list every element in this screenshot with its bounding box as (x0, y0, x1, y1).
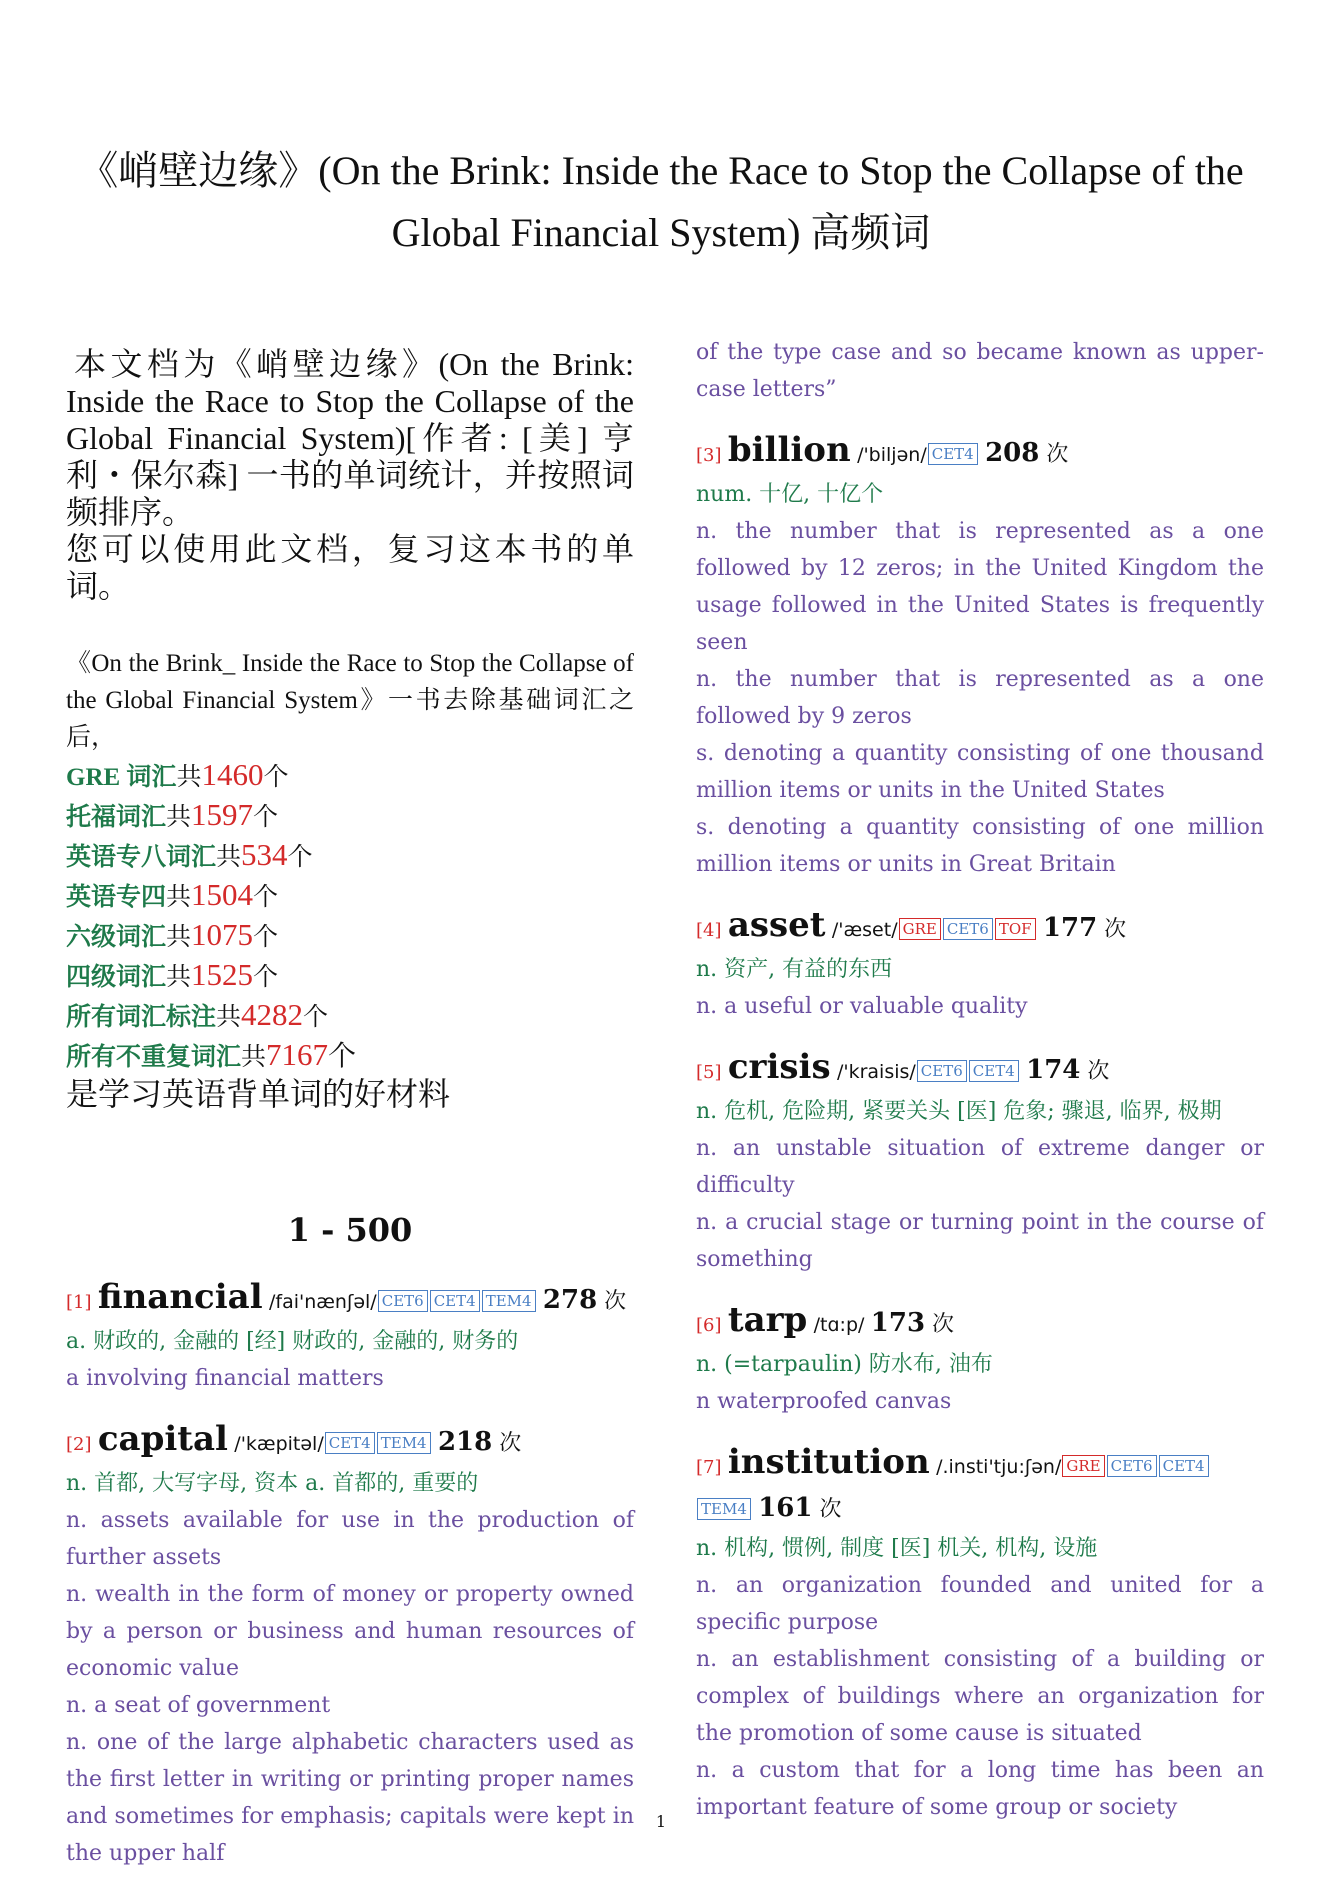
entry-phonetic: /fai'nænʃəl/ (268, 1291, 377, 1313)
stat-line (66, 796, 634, 836)
entry-phonetic: /'biljən/ (857, 444, 927, 466)
entry-phonetic: /'kraisis/ (836, 1061, 916, 1083)
entry-index: [4] (696, 920, 722, 941)
entry-head (696, 1300, 1264, 1346)
stat-label: 英语专八词汇 (66, 844, 217, 871)
exam-tag: TOF (995, 918, 1036, 940)
entry-index: [6] (696, 1315, 722, 1336)
entry-head (696, 905, 1264, 951)
stat-unit: 个 (253, 924, 279, 951)
exam-tag: TEM4 (482, 1290, 536, 1312)
stat-mid: 共 (166, 964, 192, 991)
entry-definition: n. an establishment consisting of a building or complex of buildings where an organization for the promotion of some cause is situated (696, 1647, 1264, 1746)
summary-closing: 是学习英语背单词的好材料 (66, 1076, 451, 1112)
entry-count-unit: 次 (1080, 1059, 1110, 1084)
stat-label: 四级词汇 (66, 964, 167, 991)
entry-word: tarp (727, 1300, 808, 1340)
stat-unit: 个 (263, 764, 289, 791)
stat-value: 7167 (266, 1037, 329, 1072)
section-heading: 1 - 500 (287, 1211, 413, 1249)
word-entry (66, 1277, 634, 1397)
exam-tag: CET4 (969, 1060, 1019, 1082)
stat-line (66, 916, 634, 956)
entry-word: capital (97, 1419, 228, 1459)
entry-count: 173 (870, 1308, 926, 1338)
exam-tag: GRE (1062, 1455, 1104, 1477)
exam-tag: CET4 (325, 1432, 375, 1454)
entry-definition: n. wealth in the form of money or property owned by a person or business and human resources of economic value (66, 1582, 634, 1681)
entry-head (696, 1047, 1264, 1093)
intro-line-2: 您可以使用此文档，复习这本书的单词。 (66, 531, 634, 604)
entry-definition: s. denoting a quantity consisting of one thousand million items or units in the United States (696, 741, 1264, 803)
stat-label: 所有词汇标注 (66, 1004, 217, 1031)
stat-unit: 个 (253, 884, 279, 911)
entry-chinese: n. 危机, 危险期, 紧要关头 [医] 危象; 骤退, 临界, 极期 (696, 1099, 1222, 1124)
entry-count-unit: 次 (1039, 442, 1069, 467)
entry-index: [1] (66, 1292, 92, 1313)
entry-word: institution (727, 1442, 930, 1482)
capital-def-continued-text: of the type case and so became known as upper-case letters” (696, 340, 1264, 402)
word-entry (696, 905, 1264, 1025)
entry-definition: n. a custom that for a long time has been an important feature of some group or society (696, 1758, 1264, 1820)
entry-index: [3] (696, 445, 722, 466)
entry-count: 177 (1042, 913, 1098, 943)
page-number: 1 (655, 1812, 667, 1831)
entry-count-unit: 次 (1097, 917, 1127, 942)
stat-value: 1075 (191, 917, 254, 952)
stat-value: 1597 (191, 797, 254, 832)
entries-left (66, 1277, 634, 1872)
entry-word: asset (727, 905, 826, 945)
capital-def-continued (696, 334, 1264, 408)
stat-mid: 共 (166, 804, 192, 831)
page-title: 《峭壁边缘》(On the Brink: Inside the Race to Stop the Collapse of the Global Financial System) 高频词 (78, 148, 1244, 255)
entry-definition: n. an organization founded and united for a specific purpose (696, 1573, 1264, 1635)
stat-line (66, 1036, 634, 1076)
entry-head (66, 1419, 634, 1465)
word-entry (696, 430, 1264, 883)
intro-paragraph (66, 346, 634, 605)
exam-tag: TEM4 (377, 1432, 431, 1454)
entry-phonetic: /'æset/ (831, 919, 898, 941)
entry-chinese: n. (=tarpaulin) 防水布, 油布 (696, 1352, 993, 1377)
stat-value: 1460 (201, 757, 264, 792)
stat-label: 所有不重复词汇 (66, 1044, 242, 1071)
stat-mid: 共 (176, 764, 202, 791)
word-entry (696, 1442, 1264, 1826)
stat-unit: 个 (253, 964, 279, 991)
summary-lead: 《On the Brink_ Inside the Race to Stop the Collapse of the Global Financial System》一书去除基础词汇之后， (66, 650, 634, 751)
entry-count-unit: 次 (492, 1431, 522, 1456)
entry-definition: n. assets available for use in the production of further assets (66, 1508, 634, 1570)
entry-phonetic: /tɑ:p/ (813, 1314, 865, 1336)
entry-word: billion (727, 430, 851, 470)
exam-tag: CET4 (1159, 1455, 1209, 1477)
entry-count: 278 (542, 1285, 598, 1315)
entry-word: crisis (727, 1047, 831, 1087)
entry-phonetic: /'kæpitəl/ (234, 1433, 324, 1455)
entry-chinese: n. 首都, 大写字母, 资本 a. 首都的, 重要的 (66, 1471, 479, 1496)
entry-index: [7] (696, 1457, 722, 1478)
stat-unit: 个 (287, 844, 313, 871)
exam-tag: GRE (899, 918, 941, 940)
exam-tag: CET6 (943, 918, 993, 940)
exam-tag: TEM4 (697, 1498, 751, 1520)
entry-chinese: a. 财政的, 金融的 [经] 财政的, 金融的, 财务的 (66, 1329, 519, 1354)
entry-index: [5] (696, 1062, 722, 1083)
exam-tag: CET4 (928, 443, 978, 465)
stat-line (66, 836, 634, 876)
entry-definition: n waterproofed canvas (696, 1389, 952, 1414)
intro-line-1: 本文档为《峭壁边缘》(On the Brink: Inside the Race to Stop the Collapse of the Global Financial System)[作者: [美] 亨利・保尔森] 一书的单词统计，并按照词频排序。 (66, 346, 634, 530)
stat-label: 六级词汇 (66, 924, 167, 951)
entry-index: [2] (66, 1434, 92, 1455)
stat-label: 英语专四 (66, 884, 167, 911)
stat-value: 1525 (191, 957, 254, 992)
entry-definition: s. denoting a quantity consisting of one million million items or units in Great Britain (696, 815, 1264, 877)
stat-value: 1504 (191, 877, 254, 912)
exam-tag: CET6 (378, 1290, 428, 1312)
entry-definition: n. the number that is represented as a one followed by 12 zeros; in the United Kingdom the usage followed in the United States is frequently seen (696, 519, 1264, 655)
entry-head (696, 430, 1264, 476)
entry-count-unit: 次 (925, 1312, 955, 1337)
entry-definition: n. a useful or valuable quality (696, 994, 1028, 1019)
stat-value: 4282 (241, 997, 304, 1032)
stat-unit: 个 (303, 1004, 329, 1031)
stat-mid: 共 (241, 1044, 267, 1071)
vocab-summary (66, 645, 634, 1113)
exam-tag: CET6 (1107, 1455, 1157, 1477)
entry-phonetic: /.insti'tju:ʃən/ (936, 1456, 1062, 1478)
entry-definition: n. a seat of government (66, 1693, 331, 1718)
word-entry (696, 1047, 1264, 1278)
word-entry (66, 1419, 634, 1872)
stat-line (66, 996, 634, 1036)
entry-chinese: n. 资产, 有益的东西 (696, 957, 893, 982)
stat-mid: 共 (166, 884, 192, 911)
entry-chinese: num. 十亿, 十亿个 (696, 482, 884, 507)
entry-count-unit: 次 (812, 1497, 842, 1522)
entry-head (66, 1277, 634, 1323)
entry-definition: n. a crucial stage or turning point in the course of something (696, 1210, 1264, 1272)
entry-definition: a involving financial matters (66, 1366, 384, 1391)
stat-unit: 个 (253, 804, 279, 831)
entry-definition: n. one of the large alphabetic characters used as the first letter in writing or printing proper names and sometimes for emphasis; capitals were kept in the upper half (66, 1730, 634, 1866)
entry-head (696, 1442, 1264, 1530)
word-entry (696, 1300, 1264, 1420)
stats-list (66, 756, 634, 1076)
entry-count: 208 (985, 438, 1040, 468)
entry-chinese: n. 机构, 惯例, 制度 [医] 机关, 机构, 设施 (696, 1536, 1098, 1561)
stat-line (66, 956, 634, 996)
stat-label: GRE 词汇 (66, 764, 177, 791)
entries-right (696, 430, 1264, 1826)
entry-definition: n. the number that is represented as a one followed by 9 zeros (696, 667, 1264, 729)
stat-line (66, 756, 634, 796)
stat-mid: 共 (216, 1004, 242, 1031)
stat-unit: 个 (328, 1041, 357, 1072)
entry-count: 174 (1026, 1055, 1081, 1085)
entry-definition: n. an unstable situation of extreme danger or difficulty (696, 1136, 1264, 1198)
stat-mid: 共 (216, 844, 242, 871)
exam-tag: CET6 (917, 1060, 967, 1082)
stat-label: 托福词汇 (66, 804, 167, 831)
stat-value: 534 (241, 837, 288, 872)
left-column (66, 346, 634, 1894)
entry-count-unit: 次 (597, 1289, 627, 1314)
entry-count: 218 (437, 1427, 493, 1457)
exam-tag: CET4 (430, 1290, 480, 1312)
stat-mid: 共 (166, 924, 192, 951)
entry-count: 161 (758, 1493, 813, 1523)
entry-word: financial (97, 1277, 263, 1317)
right-column (696, 340, 1264, 1848)
stat-line (66, 876, 634, 916)
